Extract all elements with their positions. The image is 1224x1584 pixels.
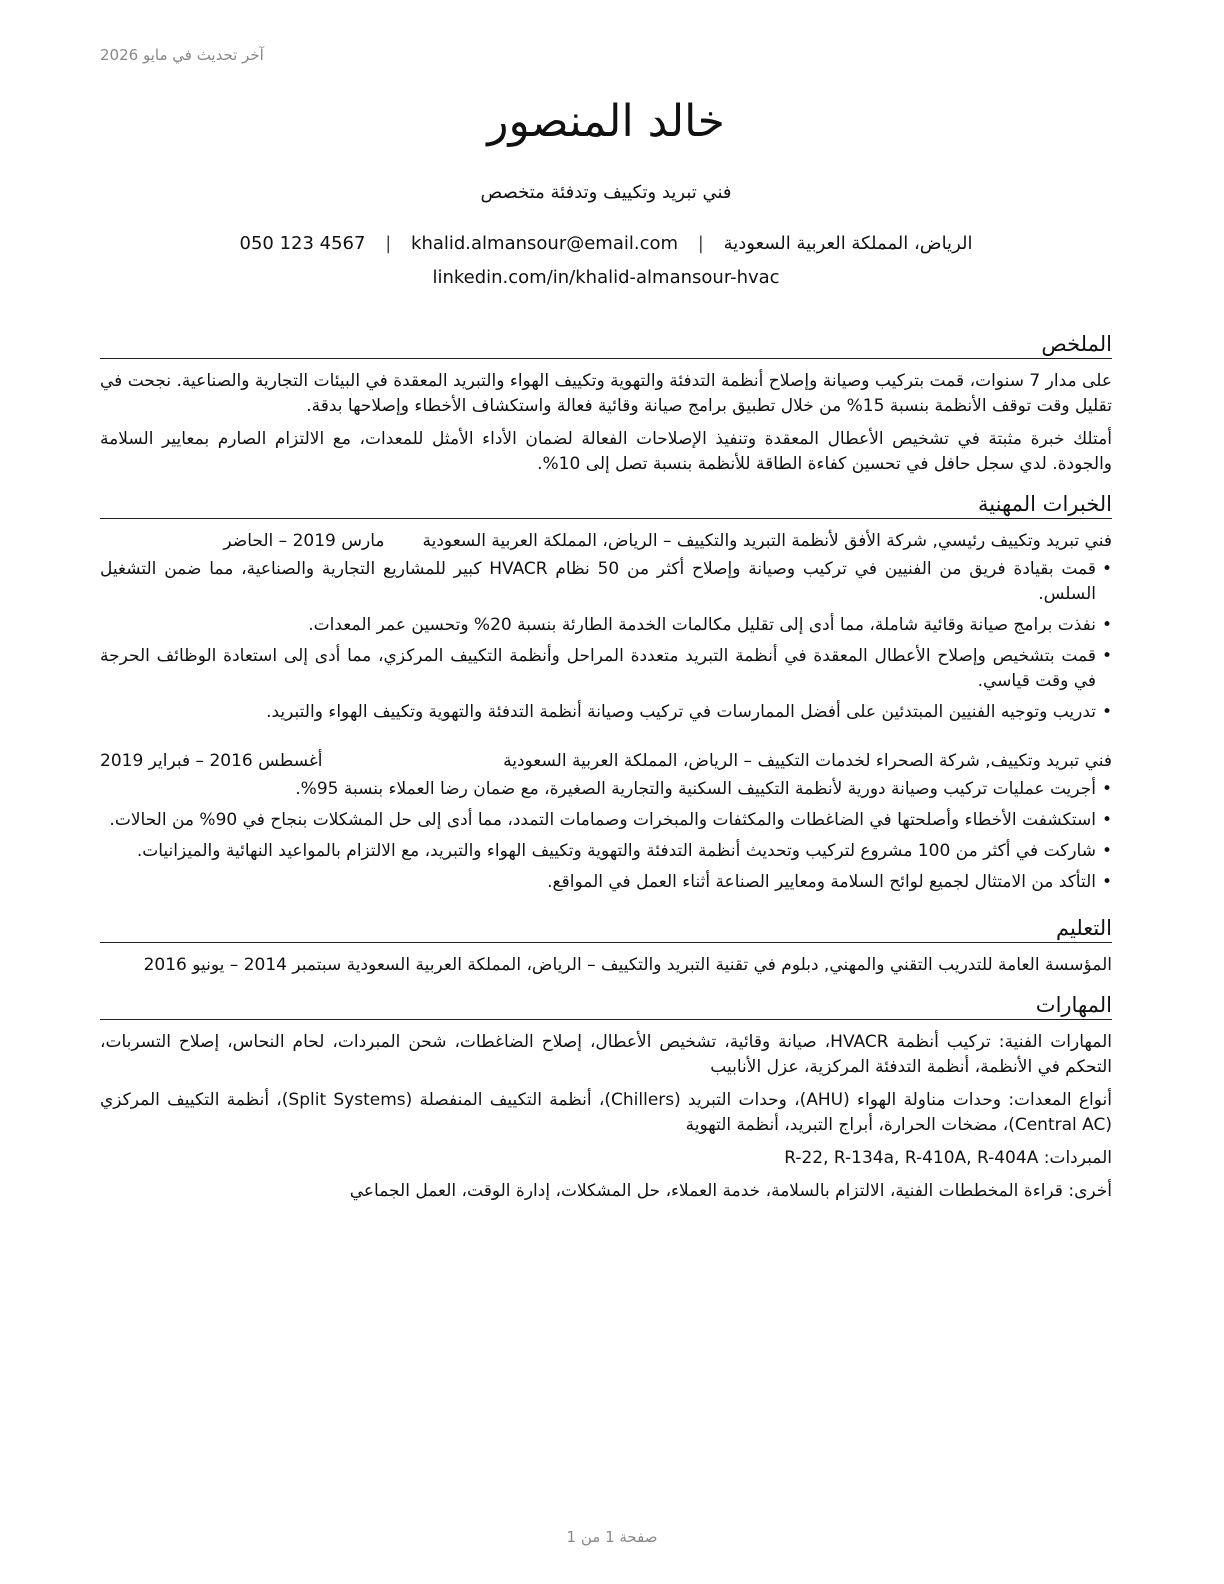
list-item: • أجريت عمليات تركيب وصيانة دورية لأنظمة التكييف السكنية والتجارية الصغيرة، مع ضمان رضا العملاء بنسبة 95%. (100, 777, 1112, 802)
job-title: فني تبريد وتكييف وتدفئة متخصص (480, 182, 732, 204)
list-item: • قمت بقيادة فريق من الفنيين في تركيب وصيانة وإصلاح أكثر من 50 نظام HVACR كبير للمشاريع التجارية والصناعية، مما ضمن التشغيل السلس. (100, 557, 1112, 607)
education-heading: التعليم (100, 915, 1112, 943)
email-link[interactable]: khalid.almansour@email.com (411, 233, 679, 255)
summary-paragraph: على مدار 7 سنوات، قمت بتركيب وصيانة وإصلاح أنظمة التدفئة والتهوية وتكييف الهواء والتبريد المعقدة في البيئات التجارية والصناعية. نجحت في تقليل وقت توقف الأنظمة بنسبة 15% من خلال تطبيق برامج صيانة وقائية فعالة واستكشاف الأخطاء وإصلاحها بدقة. (100, 371, 1112, 417)
list-item: • نفذت برامج صيانة وقائية شاملة، مما أدى إلى تقليل مكالمات الخدمة الطارئة بنسبة 20% وتحسين عمر المعدات. (100, 613, 1112, 638)
job-dates: مارس 2019 – الحاضر (223, 531, 385, 552)
last-updated-note: آخر تحديث في مايو 2026 (100, 46, 264, 64)
experience-heading: الخبرات المهنية (100, 491, 1112, 519)
skills-item: أخرى: قراءة المخططات الفنية، الالتزام بالسلامة، خدمة العملاء، حل المشكلات، إدارة الوقت، العمل الجماعي (349, 1181, 1112, 1202)
job-dates: أغسطس 2016 – فبراير 2019 (100, 751, 323, 772)
location-text: الرياض، المملكة العربية السعودية (723, 233, 973, 255)
list-item: • قمت بتشخيص وإصلاح الأعطال المعقدة في أنظمة التبريد متعددة المراحل وأنظمة التكييف المركزي، مما أدى إلى استعادة الوظائف الحرجة في وقت قياسي. (100, 644, 1112, 694)
education-entry: المؤسسة العامة للتدريب التقني والمهني, دبلوم في تقنية التبريد والتكييف – الرياض، المملكة العربية السعودية سبتمبر 2014 – يونيو 2016 (143, 955, 1112, 976)
separator: | (385, 233, 392, 255)
skills-item: المبردات: R-22, R-134a, R-410A, R-404A (784, 1148, 1112, 1169)
job-entry (100, 749, 1112, 895)
job-bullets (100, 557, 1112, 725)
job-header (100, 529, 1112, 554)
summary-paragraph: أمتلك خبرة مثبتة في تشخيص الأعطال المعقدة وتنفيذ الإصلاحات الفعالة لضمان الأداء الأمثل للمعدات، مع الالتزام الصارم بمعايير السلامة والجودة. لدي سجل حافل في تحسين كفاءة الطاقة للأنظمة بنسبة تصل إلى 10%. (100, 429, 1112, 475)
contact-info (100, 227, 1112, 295)
phone-number: 050 123 4567 (239, 233, 366, 255)
list-item: • شاركت في أكثر من 100 مشروع لتركيب وتحديث أنظمة التدفئة والتهوية وتكييف الهواء والتبريد، مع الالتزام بالمواعيد النهائية والميزانيات. (100, 839, 1112, 864)
candidate-name: خالد المنصور (487, 96, 725, 147)
job-bullets (100, 777, 1112, 895)
skills-heading: المهارات (100, 992, 1112, 1020)
job-position: فني تبريد وتكييف, شركة الصحراء لخدمات التكييف – الرياض، المملكة العربية السعودية (503, 751, 1112, 772)
skills-item: أنواع المعدات: وحدات مناولة الهواء (AHU)، وحدات التبريد (Chillers)، أنظمة التكييف المنفصلة (Split Systems)، أنظمة التكييف المركزي (Central AC)، مضخات الحرارة، أبراج التبريد، أنظمة التهوية (100, 1090, 1112, 1136)
resume-page (100, 0, 1112, 1212)
list-item: • تدريب وتوجيه الفنيين المبتدئين على أفضل الممارسات في تركيب وصيانة أنظمة التدفئة والتهوية وتكييف الهواء والتبريد. (100, 700, 1112, 725)
linkedin-link[interactable]: linkedin.com/in/khalid-almansour-hvac (432, 267, 780, 289)
list-item: • استكشفت الأخطاء وأصلحتها في الضاغطات والمكثفات والمبخرات وصمامات التمدد، مما أدى إلى حل المشكلات بنجاح في 90% من الحالات. (100, 808, 1112, 833)
job-entry (100, 529, 1112, 725)
separator: | (697, 233, 704, 255)
list-item: • التأكد من الامتثال لجميع لوائح السلامة ومعايير الصناعة أثناء العمل في المواقع. (100, 870, 1112, 895)
skills-item: المهارات الفنية: تركيب أنظمة HVACR، صيانة وقائية، تشخيص الأعطال، إصلاح الضاغطات، شحن المبردات، لحام النحاس، إصلاح التسربات، التحكم في الأنظمة، أنظمة التدفئة المركزية، عزل الأنابيب (100, 1032, 1112, 1078)
job-position: فني تبريد وتكييف رئيسي, شركة الأفق لأنظمة التبريد والتكييف – الرياض، المملكة العربية السعودية (422, 531, 1112, 552)
page-footer: صفحة 1 من 1 (566, 1528, 658, 1546)
summary-heading: الملخص (100, 331, 1112, 359)
job-header (100, 749, 1112, 774)
